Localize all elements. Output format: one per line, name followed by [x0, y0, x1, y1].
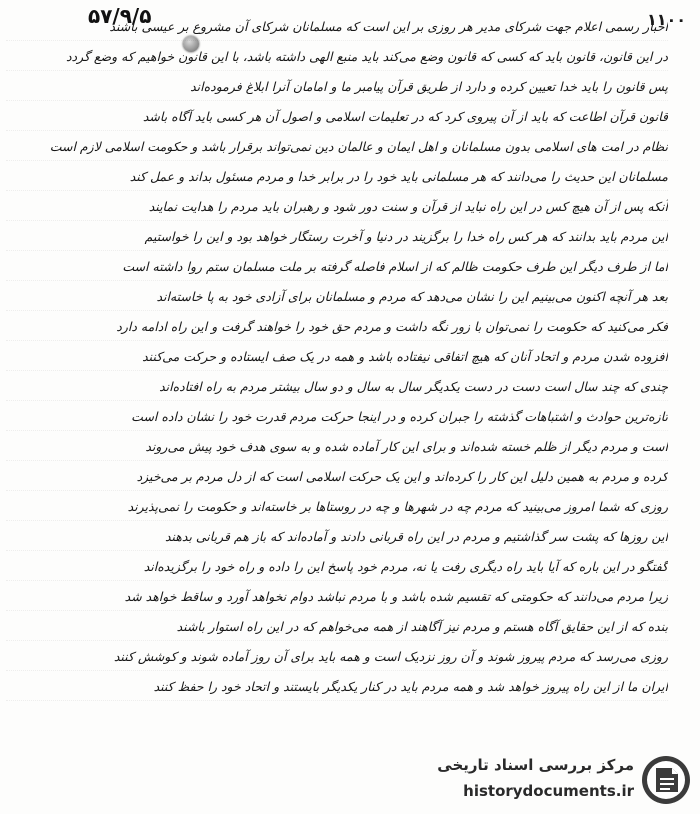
text-line: است و مردم دیگر از ظلم خسته شده‌اند و برای این کار آماده شده و به سوی هدف خود پیش می‌روند — [6, 436, 668, 461]
text-line: این روزها که پشت سر گذاشتیم و مردم در این راه قربانی دادند و آماده‌اند که باز هم قربانی بدهند — [6, 526, 668, 551]
text-line: تازه‌ترین حوادث و اشتباهات گذشته را جبران کرده و در اینجا حرکت مردم قدرت خود را نشان داده است — [6, 406, 668, 431]
text-line: افزوده شدن مردم و اتحاد آنان که هیچ اتفاقی نیفتاده باشد و همه در یک صف ایستاده و حرکت می‌کنند — [6, 346, 668, 371]
date-stamp: ۵۷/۹/۵ — [88, 4, 152, 28]
text-line: مسلمانان این حدیث را می‌دانند که هر مسلمانی باید خود را در برابر خدا و مردم مسئول بداند و عمل کند — [6, 166, 668, 191]
text-line: نظام در امت های اسلامی بدون مسلمانان و اهل ایمان و عالمان دین نمی‌تواند برقرار باشد و حکومت اسلامی لازم است — [6, 136, 668, 161]
text-line: چندی که چند سال است دست در دست یکدیگر سال به سال و دو سال بیشتر مردم به راه افتاده‌اند — [6, 376, 668, 401]
text-line: کرده و مردم به همین دلیل این کار را کرده‌اند و این یک حرکت اسلامی است که از دل مردم بر می‌خیزد — [6, 466, 668, 491]
text-line: قانون قرآن اطاعت که باید از آن پیروی کرد که در تعلیمات اسلامی و اصول آن هر کسی باید آگاه باشد — [6, 106, 668, 131]
text-line: اخبار رسمی اعلام جهت شرکای مدیر هر روزی بر این است که مسلمانان شرکای آن مشروع بر عیسی باشند — [6, 16, 668, 41]
text-line: روزی که شما امروز می‌بینید که مردم چه در شهرها و چه در روستاها بر خاسته‌اند و حکومت را نمی‌پذیرند — [6, 496, 668, 521]
text-line: بنده که از این حقایق آگاه هستم و مردم نیز آگاهند از همه می‌خواهم که در این راه استوار باشند — [6, 616, 668, 641]
text-line: بعد هر آنچه اکنون می‌بینیم این را نشان می‌دهد که مردم و مسلمانان برای آزادی خود به پا خاسته‌اند — [6, 286, 668, 311]
text-line: گفتگو در این باره که آیا باید راه دیگری رفت یا نه، مردم خود پاسخ این را داده و راه خود را برگزیده‌اند — [6, 556, 668, 581]
watermark-url: historydocuments.ir — [463, 782, 634, 800]
text-line: اما از طرف دیگر این طرف حکومت ظالم که از اسلام فاصله گرفته بر ملت مسلمان ستم روا داشته است — [6, 256, 668, 281]
text-line: پس قانون را باید خدا تعیین کرده و دارد از طریق قرآن پیامبر ما و امامان آنرا ابلاغ فرموده‌اند — [6, 76, 668, 101]
text-line: این مردم باید بدانند که هر کس راه خدا را برگزیند در دنیا و آخرت رستگار خواهد بود و این را خواستیم — [6, 226, 668, 251]
watermark-site-name: مرکز بررسی اسناد تاریخی — [437, 756, 634, 774]
text-line: روزی می‌رسد که مردم پیروز شوند و آن روز نزدیک است و همه باید برای آن روز آماده شوند و کوشش کنند — [6, 646, 668, 671]
document-center-logo-icon — [640, 754, 692, 806]
text-line: در این قانون، قانون باید که کسی که قانون وضع می‌کند باید منبع الهی داشته باشد، با این قانون خواهیم که وضع گردد — [6, 46, 668, 71]
text-line: آنکه پس از آن هیچ کس در این راه نباید از قرآن و سنت دور شود و رهبران باید مردم را هدایت نمایند — [6, 196, 668, 221]
handwritten-text-body — [6, 16, 668, 776]
watermark-logo — [417, 748, 692, 810]
text-line: فکر می‌کنید که حکومت را نمی‌توان با زور نگه داشت و مردم حق خود را خواهند گرفت و این راه ادامه دارد — [6, 316, 668, 341]
text-line: زیرا مردم می‌دانند که حکومتی که تقسیم شده باشد و با مردم نباشد دوام نخواهد آورد و ساقط خواهد شد — [6, 586, 668, 611]
page-number: ۱۱۰۰ — [646, 10, 686, 29]
text-line: ایران ما از این راه پیروز خواهد شد و همه مردم باید در کنار یکدیگر بایستند و اتحاد خود را حفظ کنند — [6, 676, 668, 701]
